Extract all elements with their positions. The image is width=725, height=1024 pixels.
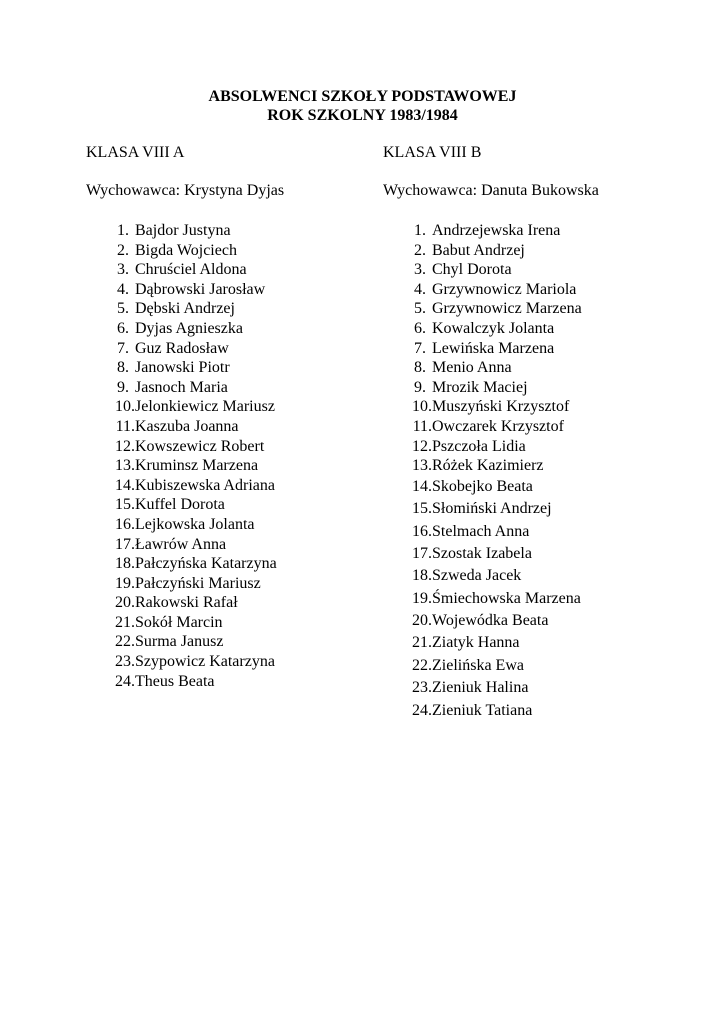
student-number: 4. [117,280,129,298]
student-name: Zieniuk Halina [432,679,529,697]
class-a-teacher: Wychowawca: Krystyna Dyjas [86,182,285,199]
list-item [404,543,582,565]
student-name: Lewińska Marzena [432,339,555,357]
student-name: Pałczyński Mariusz [135,574,261,592]
student-number: 7. [117,339,129,357]
student-name: Śmiechowska Marzena [432,589,581,607]
student-number: 1. [117,222,129,239]
student-number: 11. [115,417,135,435]
student-number: 3. [414,261,426,279]
student-number: 10. [412,398,432,416]
list-item [107,260,277,280]
list-item [404,498,582,520]
student-name: Pszczoła Lidia [432,437,526,455]
list-item [404,397,582,417]
student-name: Stelmach Anna [432,522,530,540]
list-item [107,378,277,398]
student-number: 12. [412,437,432,455]
student-name: Theus Beata [135,672,215,690]
class-a-student-list [107,221,277,691]
student-number: 20. [115,594,135,612]
student-number: 16. [412,522,432,540]
class-b-teacher: Wychowawca: Danuta Bukowska [383,182,599,199]
student-number: 24. [412,701,432,719]
list-item [107,672,277,692]
student-name: Mrozik Maciej [432,378,528,396]
student-name: Dyjas Agnieszka [135,319,243,337]
student-number: 13. [412,457,432,475]
student-number: 2. [414,241,426,259]
student-name: Menio Anna [432,359,512,377]
list-item [404,610,582,632]
student-name: Wojewódka Beata [432,612,549,630]
student-name: Kuffel Dorota [135,496,225,514]
student-name: Zieniuk Tatiana [432,701,533,719]
student-number: 22. [412,656,432,674]
student-name: Dąbrowski Jarosław [135,280,266,298]
list-item [404,241,582,261]
student-name: Kaszuba Joanna [135,417,239,435]
student-number: 5. [117,300,129,318]
list-item [107,358,277,378]
list-item [404,437,582,457]
school-year-subtitle: ROK SZKOLNY 1983/1984 [267,107,458,124]
student-name: Andrzejewska Irena [432,222,561,239]
student-number: 23. [115,653,135,671]
student-number: 13. [115,457,135,475]
student-name: Rakowski Rafał [135,594,238,612]
student-number: 18. [412,567,432,585]
student-number: 4. [414,280,426,298]
student-name: Sokół Marcin [135,613,223,631]
list-item [107,574,277,594]
student-number: 6. [414,319,426,337]
student-name: Guz Radosław [135,339,229,357]
list-item [107,221,277,241]
student-number: 9. [117,378,129,396]
student-name: Chyl Dorota [432,261,512,279]
student-name: Szostak Izabela [432,544,532,562]
student-number: 17. [115,535,135,553]
list-item [107,241,277,261]
list-item [404,588,582,610]
student-number: 20. [412,612,432,630]
student-name: Bajdor Justyna [135,222,231,239]
student-number: 24. [115,672,135,690]
list-item [404,339,582,359]
student-number: 16. [115,515,135,533]
student-name: Grzywnowicz Mariola [432,280,577,298]
list-item [404,221,582,241]
student-name: Bigda Wojciech [135,241,237,259]
student-number: 14. [115,476,135,494]
student-number: 7. [414,339,426,357]
student-name: Kubiszewska Adriana [135,476,275,494]
student-number: 1. [414,222,426,239]
list-item [404,476,582,498]
student-number: 6. [117,319,129,337]
list-item [404,655,582,677]
student-name: Janowski Piotr [135,359,230,377]
student-name: Muszyński Krzysztof [432,398,570,416]
document-title: ABSOLWENCI SZKOŁY PODSTAWOWEJ [208,88,517,105]
student-number: 14. [412,477,432,495]
list-item [404,319,582,339]
list-item [107,417,277,437]
list-item [404,677,582,699]
student-name: Ławrów Anna [135,535,227,553]
student-number: 15. [115,496,135,514]
student-number: 5. [414,300,426,318]
list-item [107,437,277,457]
list-item [404,456,582,476]
student-name: Różek Kazimierz [432,457,544,475]
student-number: 3. [117,261,129,279]
student-name: Słomiński Andrzej [432,500,552,518]
student-name: Kruminsz Marzena [135,457,259,475]
list-item [107,280,277,300]
class-a-name: KLASA VIII A [86,144,185,161]
student-number: 18. [115,555,135,573]
student-name: Chruściel Aldona [135,261,247,279]
student-number: 19. [412,589,432,607]
list-item [107,397,277,417]
list-item [404,280,582,300]
list-item [404,565,582,587]
student-number: 9. [414,378,426,396]
student-name: Babut Andrzej [432,241,525,259]
class-b-student-list [404,221,582,722]
list-item [107,593,277,613]
student-name: Lejkowska Jolanta [135,515,255,533]
student-number: 2. [117,241,129,259]
list-item [404,632,582,654]
student-name: Dębski Andrzej [135,300,235,318]
list-item [107,554,277,574]
list-item [107,299,277,319]
list-item [107,495,277,515]
student-number: 15. [412,500,432,518]
list-item [404,417,582,437]
student-name: Jasnoch Maria [135,378,228,396]
list-item [404,521,582,543]
student-name: Kowalczyk Jolanta [432,319,555,337]
list-item [107,535,277,555]
student-name: Szypowicz Katarzyna [135,653,275,671]
student-name: Pałczyńska Katarzyna [135,555,277,573]
list-item [404,358,582,378]
list-item [107,456,277,476]
student-name: Owczarek Krzysztof [432,417,564,435]
student-name: Szweda Jacek [432,567,522,585]
list-item [404,378,582,398]
list-item [107,339,277,359]
student-name: Grzywnowicz Marzena [432,300,582,318]
class-b-name: KLASA VIII B [383,144,482,161]
student-number: 19. [115,574,135,592]
student-number: 17. [412,544,432,562]
student-number: 11. [412,417,432,435]
student-number: 10. [115,398,135,416]
student-number: 8. [414,359,426,377]
student-name: Skobejko Beata [432,477,533,495]
list-item [107,515,277,535]
student-number: 22. [115,633,135,651]
list-item [404,299,582,319]
student-number: 12. [115,437,135,455]
student-name: Surma Janusz [135,633,224,651]
student-name: Ziatyk Hanna [432,634,520,652]
student-number: 21. [412,634,432,652]
list-item [107,613,277,633]
list-item [404,700,582,722]
student-name: Jelonkiewicz Mariusz [135,398,275,416]
list-item [404,260,582,280]
list-item [107,476,277,496]
student-number: 23. [412,679,432,697]
list-item [107,632,277,652]
student-name: Kowszewicz Robert [135,437,265,455]
student-name: Zielińska Ewa [432,656,524,674]
student-number: 8. [117,359,129,377]
list-item [107,319,277,339]
student-number: 21. [115,613,135,631]
list-item [107,652,277,672]
